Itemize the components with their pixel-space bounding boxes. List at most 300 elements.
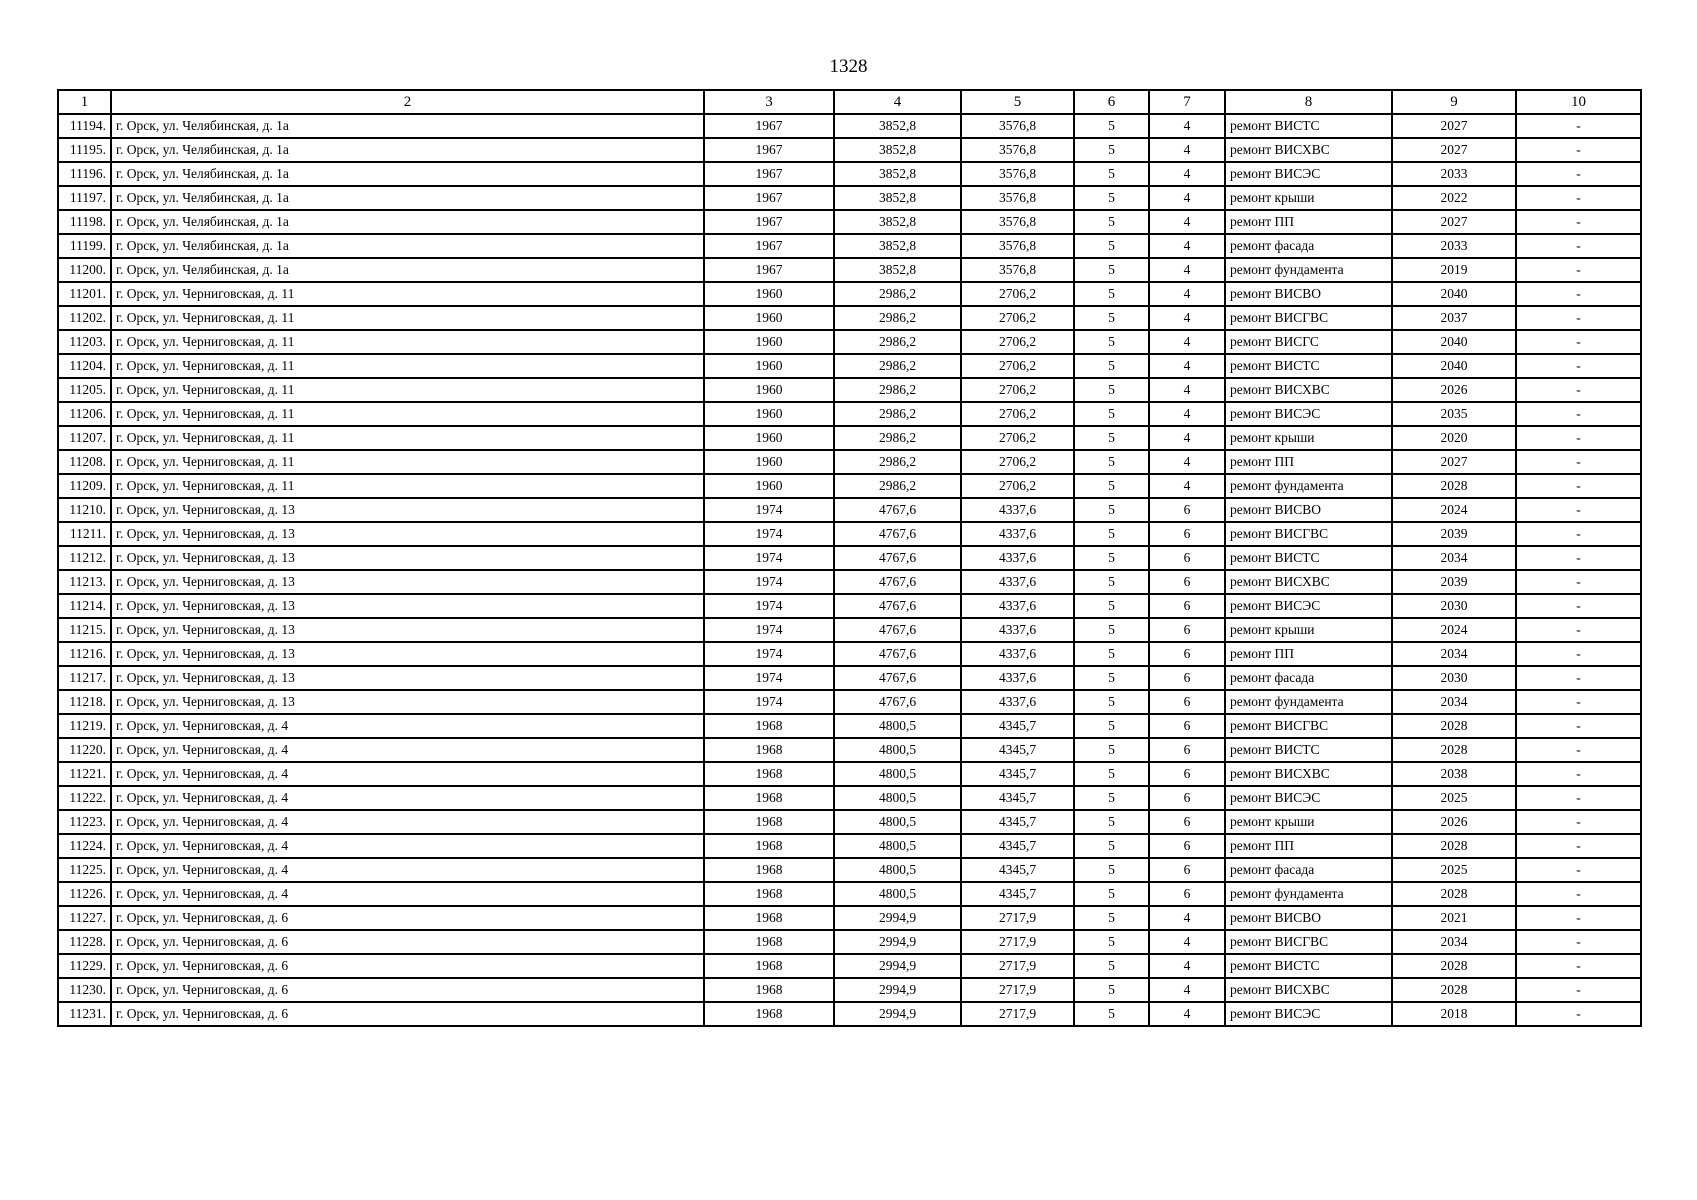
floors-cell: 5 (1074, 450, 1149, 474)
work-type-cell: ремонт фасада (1225, 666, 1392, 690)
floors-cell: 5 (1074, 330, 1149, 354)
table-row (58, 162, 1641, 186)
column-header: 6 (1074, 90, 1149, 114)
row-number: 11206. (58, 402, 111, 426)
total-area-cell: 4767,6 (834, 642, 961, 666)
note-cell: - (1516, 378, 1641, 402)
entrances-cell: 4 (1149, 378, 1225, 402)
year-cell: 1968 (704, 930, 834, 954)
entrances-cell: 4 (1149, 402, 1225, 426)
living-area-cell: 4345,7 (961, 882, 1074, 906)
work-type-cell: ремонт ВИСХВС (1225, 978, 1392, 1002)
living-area-cell: 2717,9 (961, 906, 1074, 930)
entrances-cell: 6 (1149, 594, 1225, 618)
note-cell: - (1516, 450, 1641, 474)
floors-cell: 5 (1074, 306, 1149, 330)
table-row (58, 426, 1641, 450)
planned-year-cell: 2040 (1392, 330, 1516, 354)
floors-cell: 5 (1074, 810, 1149, 834)
floors-cell: 5 (1074, 426, 1149, 450)
address-cell: г. Орск, ул. Черниговская, д. 6 (111, 906, 704, 930)
floors-cell: 5 (1074, 930, 1149, 954)
address-cell: г. Орск, ул. Черниговская, д. 11 (111, 378, 704, 402)
living-area-cell: 4337,6 (961, 666, 1074, 690)
year-cell: 1967 (704, 186, 834, 210)
address-cell: г. Орск, ул. Черниговская, д. 4 (111, 762, 704, 786)
note-cell: - (1516, 666, 1641, 690)
total-area-cell: 3852,8 (834, 234, 961, 258)
row-number: 11216. (58, 642, 111, 666)
living-area-cell: 2717,9 (961, 1002, 1074, 1026)
living-area-cell: 2706,2 (961, 330, 1074, 354)
row-number: 11211. (58, 522, 111, 546)
table-row (58, 570, 1641, 594)
note-cell: - (1516, 522, 1641, 546)
address-cell: г. Орск, ул. Челябинская, д. 1а (111, 210, 704, 234)
planned-year-cell: 2026 (1392, 810, 1516, 834)
work-type-cell: ремонт ВИСЭС (1225, 786, 1392, 810)
table-row (58, 522, 1641, 546)
address-cell: г. Орск, ул. Черниговская, д. 13 (111, 666, 704, 690)
living-area-cell: 3576,8 (961, 162, 1074, 186)
planned-year-cell: 2027 (1392, 138, 1516, 162)
living-area-cell: 4337,6 (961, 522, 1074, 546)
year-cell: 1968 (704, 954, 834, 978)
total-area-cell: 2994,9 (834, 954, 961, 978)
address-cell: г. Орск, ул. Челябинская, д. 1а (111, 114, 704, 138)
address-cell: г. Орск, ул. Черниговская, д. 4 (111, 714, 704, 738)
total-area-cell: 2986,2 (834, 330, 961, 354)
floors-cell: 5 (1074, 858, 1149, 882)
address-cell: г. Орск, ул. Черниговская, д. 11 (111, 450, 704, 474)
living-area-cell: 4337,6 (961, 690, 1074, 714)
year-cell: 1960 (704, 402, 834, 426)
address-cell: г. Орск, ул. Черниговская, д. 13 (111, 594, 704, 618)
floors-cell: 5 (1074, 522, 1149, 546)
address-cell: г. Орск, ул. Черниговская, д. 11 (111, 306, 704, 330)
entrances-cell: 4 (1149, 1002, 1225, 1026)
work-type-cell: ремонт крыши (1225, 810, 1392, 834)
address-cell: г. Орск, ул. Черниговская, д. 11 (111, 330, 704, 354)
total-area-cell: 4800,5 (834, 834, 961, 858)
note-cell: - (1516, 306, 1641, 330)
note-cell: - (1516, 354, 1641, 378)
address-cell: г. Орск, ул. Черниговская, д. 4 (111, 810, 704, 834)
note-cell: - (1516, 282, 1641, 306)
total-area-cell: 4767,6 (834, 522, 961, 546)
note-cell: - (1516, 546, 1641, 570)
note-cell: - (1516, 138, 1641, 162)
entrances-cell: 4 (1149, 426, 1225, 450)
entrances-cell: 6 (1149, 714, 1225, 738)
floors-cell: 5 (1074, 282, 1149, 306)
note-cell: - (1516, 858, 1641, 882)
year-cell: 1974 (704, 642, 834, 666)
total-area-cell: 2986,2 (834, 354, 961, 378)
note-cell: - (1516, 642, 1641, 666)
total-area-cell: 4800,5 (834, 714, 961, 738)
work-type-cell: ремонт ВИСВО (1225, 498, 1392, 522)
living-area-cell: 4337,6 (961, 570, 1074, 594)
entrances-cell: 6 (1149, 642, 1225, 666)
row-number: 11221. (58, 762, 111, 786)
work-type-cell: ремонт ВИСХВС (1225, 570, 1392, 594)
table-row (58, 762, 1641, 786)
work-type-cell: ремонт ВИСТС (1225, 738, 1392, 762)
planned-year-cell: 2022 (1392, 186, 1516, 210)
total-area-cell: 2986,2 (834, 282, 961, 306)
row-number: 11210. (58, 498, 111, 522)
note-cell: - (1516, 906, 1641, 930)
total-area-cell: 4767,6 (834, 546, 961, 570)
planned-year-cell: 2028 (1392, 882, 1516, 906)
planned-year-cell: 2035 (1392, 402, 1516, 426)
year-cell: 1968 (704, 714, 834, 738)
planned-year-cell: 2025 (1392, 786, 1516, 810)
work-type-cell: ремонт ВИСГВС (1225, 306, 1392, 330)
living-area-cell: 4345,7 (961, 810, 1074, 834)
year-cell: 1960 (704, 330, 834, 354)
row-number: 11214. (58, 594, 111, 618)
year-cell: 1974 (704, 498, 834, 522)
note-cell: - (1516, 330, 1641, 354)
table-row (58, 114, 1641, 138)
table-row (58, 738, 1641, 762)
work-type-cell: ремонт ВИСЭС (1225, 402, 1392, 426)
year-cell: 1960 (704, 450, 834, 474)
address-cell: г. Орск, ул. Черниговская, д. 4 (111, 858, 704, 882)
work-type-cell: ремонт ВИСГВС (1225, 930, 1392, 954)
year-cell: 1967 (704, 210, 834, 234)
entrances-cell: 6 (1149, 834, 1225, 858)
entrances-cell: 6 (1149, 522, 1225, 546)
table-row (58, 450, 1641, 474)
living-area-cell: 3576,8 (961, 186, 1074, 210)
living-area-cell: 4337,6 (961, 498, 1074, 522)
entrances-cell: 6 (1149, 618, 1225, 642)
living-area-cell: 4337,6 (961, 546, 1074, 570)
table-row (58, 546, 1641, 570)
table-row (58, 138, 1641, 162)
row-number: 11203. (58, 330, 111, 354)
planned-year-cell: 2026 (1392, 378, 1516, 402)
address-cell: г. Орск, ул. Челябинская, д. 1а (111, 162, 704, 186)
entrances-cell: 4 (1149, 258, 1225, 282)
note-cell: - (1516, 930, 1641, 954)
address-cell: г. Орск, ул. Черниговская, д. 13 (111, 546, 704, 570)
living-area-cell: 4337,6 (961, 642, 1074, 666)
planned-year-cell: 2039 (1392, 522, 1516, 546)
table-row (58, 378, 1641, 402)
row-number: 11209. (58, 474, 111, 498)
work-type-cell: ремонт ВИСВО (1225, 906, 1392, 930)
work-type-cell: ремонт ВИСЭС (1225, 162, 1392, 186)
table-row (58, 354, 1641, 378)
floors-cell: 5 (1074, 498, 1149, 522)
living-area-cell: 4345,7 (961, 834, 1074, 858)
living-area-cell: 2706,2 (961, 354, 1074, 378)
address-cell: г. Орск, ул. Черниговская, д. 4 (111, 786, 704, 810)
living-area-cell: 2706,2 (961, 402, 1074, 426)
note-cell: - (1516, 114, 1641, 138)
total-area-cell: 2986,2 (834, 378, 961, 402)
entrances-cell: 6 (1149, 786, 1225, 810)
table-row (58, 954, 1641, 978)
row-number: 11226. (58, 882, 111, 906)
living-area-cell: 3576,8 (961, 114, 1074, 138)
entrances-cell: 4 (1149, 138, 1225, 162)
living-area-cell: 3576,8 (961, 210, 1074, 234)
planned-year-cell: 2021 (1392, 906, 1516, 930)
note-cell: - (1516, 954, 1641, 978)
address-cell: г. Орск, ул. Черниговская, д. 13 (111, 498, 704, 522)
note-cell: - (1516, 258, 1641, 282)
row-number: 11207. (58, 426, 111, 450)
planned-year-cell: 2018 (1392, 1002, 1516, 1026)
living-area-cell: 2706,2 (961, 426, 1074, 450)
planned-year-cell: 2033 (1392, 234, 1516, 258)
note-cell: - (1516, 978, 1641, 1002)
total-area-cell: 2994,9 (834, 930, 961, 954)
total-area-cell: 4767,6 (834, 618, 961, 642)
total-area-cell: 4800,5 (834, 882, 961, 906)
row-number: 11219. (58, 714, 111, 738)
work-type-cell: ремонт фундамента (1225, 474, 1392, 498)
year-cell: 1968 (704, 882, 834, 906)
year-cell: 1968 (704, 858, 834, 882)
total-area-cell: 4800,5 (834, 858, 961, 882)
total-area-cell: 4800,5 (834, 762, 961, 786)
work-type-cell: ремонт фундамента (1225, 258, 1392, 282)
address-cell: г. Орск, ул. Черниговская, д. 6 (111, 930, 704, 954)
year-cell: 1968 (704, 810, 834, 834)
planned-year-cell: 2028 (1392, 978, 1516, 1002)
row-number: 11198. (58, 210, 111, 234)
entrances-cell: 4 (1149, 954, 1225, 978)
work-type-cell: ремонт фундамента (1225, 690, 1392, 714)
table-row (58, 882, 1641, 906)
row-number: 11199. (58, 234, 111, 258)
planned-year-cell: 2019 (1392, 258, 1516, 282)
row-number: 11231. (58, 1002, 111, 1026)
row-number: 11208. (58, 450, 111, 474)
floors-cell: 5 (1074, 690, 1149, 714)
entrances-cell: 4 (1149, 978, 1225, 1002)
planned-year-cell: 2024 (1392, 618, 1516, 642)
entrances-cell: 4 (1149, 234, 1225, 258)
note-cell: - (1516, 426, 1641, 450)
entrances-cell: 4 (1149, 210, 1225, 234)
work-type-cell: ремонт ВИСХВС (1225, 138, 1392, 162)
column-header: 8 (1225, 90, 1392, 114)
planned-year-cell: 2028 (1392, 954, 1516, 978)
work-type-cell: ремонт ВИСЭС (1225, 1002, 1392, 1026)
note-cell: - (1516, 762, 1641, 786)
address-cell: г. Орск, ул. Челябинская, д. 1а (111, 138, 704, 162)
address-cell: г. Орск, ул. Черниговская, д. 13 (111, 690, 704, 714)
row-number: 11227. (58, 906, 111, 930)
entrances-cell: 4 (1149, 930, 1225, 954)
planned-year-cell: 2028 (1392, 834, 1516, 858)
planned-year-cell: 2030 (1392, 666, 1516, 690)
note-cell: - (1516, 594, 1641, 618)
work-type-cell: ремонт крыши (1225, 186, 1392, 210)
work-type-cell: ремонт ПП (1225, 210, 1392, 234)
row-number: 11222. (58, 786, 111, 810)
work-type-cell: ремонт ПП (1225, 450, 1392, 474)
living-area-cell: 3576,8 (961, 138, 1074, 162)
planned-year-cell: 2034 (1392, 642, 1516, 666)
total-area-cell: 4800,5 (834, 810, 961, 834)
address-cell: г. Орск, ул. Черниговская, д. 11 (111, 282, 704, 306)
table-row (58, 474, 1641, 498)
living-area-cell: 3576,8 (961, 234, 1074, 258)
entrances-cell: 4 (1149, 450, 1225, 474)
floors-cell: 5 (1074, 378, 1149, 402)
total-area-cell: 3852,8 (834, 138, 961, 162)
entrances-cell: 6 (1149, 762, 1225, 786)
row-number: 11229. (58, 954, 111, 978)
address-cell: г. Орск, ул. Черниговская, д. 4 (111, 834, 704, 858)
entrances-cell: 6 (1149, 882, 1225, 906)
address-cell: г. Орск, ул. Челябинская, д. 1а (111, 234, 704, 258)
table-row (58, 186, 1641, 210)
row-number: 11218. (58, 690, 111, 714)
planned-year-cell: 2030 (1392, 594, 1516, 618)
planned-year-cell: 2037 (1392, 306, 1516, 330)
floors-cell: 5 (1074, 954, 1149, 978)
note-cell: - (1516, 1002, 1641, 1026)
row-number: 11213. (58, 570, 111, 594)
address-cell: г. Орск, ул. Черниговская, д. 13 (111, 522, 704, 546)
row-number: 11194. (58, 114, 111, 138)
living-area-cell: 4345,7 (961, 738, 1074, 762)
entrances-cell: 4 (1149, 306, 1225, 330)
floors-cell: 5 (1074, 594, 1149, 618)
address-cell: г. Орск, ул. Черниговская, д. 13 (111, 570, 704, 594)
address-cell: г. Орск, ул. Челябинская, д. 1а (111, 258, 704, 282)
work-type-cell: ремонт ВИСХВС (1225, 378, 1392, 402)
table-row (58, 810, 1641, 834)
total-area-cell: 4767,6 (834, 666, 961, 690)
floors-cell: 5 (1074, 570, 1149, 594)
row-number: 11204. (58, 354, 111, 378)
entrances-cell: 6 (1149, 498, 1225, 522)
address-cell: г. Орск, ул. Челябинская, д. 1а (111, 186, 704, 210)
planned-year-cell: 2028 (1392, 714, 1516, 738)
table-row (58, 210, 1641, 234)
table-row (58, 858, 1641, 882)
row-number: 11217. (58, 666, 111, 690)
living-area-cell: 4345,7 (961, 762, 1074, 786)
address-cell: г. Орск, ул. Черниговская, д. 11 (111, 474, 704, 498)
work-type-cell: ремонт ПП (1225, 834, 1392, 858)
table-row (58, 714, 1641, 738)
year-cell: 1960 (704, 474, 834, 498)
repair-register-table (57, 89, 1642, 1027)
floors-cell: 5 (1074, 210, 1149, 234)
total-area-cell: 4800,5 (834, 738, 961, 762)
living-area-cell: 4337,6 (961, 618, 1074, 642)
year-cell: 1967 (704, 114, 834, 138)
planned-year-cell: 2040 (1392, 354, 1516, 378)
page-number: 1328 (829, 56, 868, 77)
total-area-cell: 2986,2 (834, 402, 961, 426)
address-cell: г. Орск, ул. Черниговская, д. 11 (111, 402, 704, 426)
note-cell: - (1516, 402, 1641, 426)
entrances-cell: 4 (1149, 354, 1225, 378)
work-type-cell: ремонт ВИСГС (1225, 330, 1392, 354)
table-body (58, 114, 1641, 1026)
column-header: 4 (834, 90, 961, 114)
living-area-cell: 2717,9 (961, 954, 1074, 978)
table-row (58, 786, 1641, 810)
planned-year-cell: 2020 (1392, 426, 1516, 450)
floors-cell: 5 (1074, 546, 1149, 570)
planned-year-cell: 2027 (1392, 450, 1516, 474)
floors-cell: 5 (1074, 618, 1149, 642)
planned-year-cell: 2028 (1392, 738, 1516, 762)
row-number: 11230. (58, 978, 111, 1002)
planned-year-cell: 2027 (1392, 114, 1516, 138)
planned-year-cell: 2034 (1392, 690, 1516, 714)
column-header: 9 (1392, 90, 1516, 114)
floors-cell: 5 (1074, 978, 1149, 1002)
total-area-cell: 2994,9 (834, 906, 961, 930)
total-area-cell: 2994,9 (834, 978, 961, 1002)
living-area-cell: 2706,2 (961, 282, 1074, 306)
work-type-cell: ремонт ВИСГВС (1225, 714, 1392, 738)
living-area-cell: 4337,6 (961, 594, 1074, 618)
planned-year-cell: 2038 (1392, 762, 1516, 786)
year-cell: 1967 (704, 162, 834, 186)
floors-cell: 5 (1074, 138, 1149, 162)
year-cell: 1974 (704, 546, 834, 570)
living-area-cell: 2706,2 (961, 450, 1074, 474)
floors-cell: 5 (1074, 354, 1149, 378)
total-area-cell: 3852,8 (834, 258, 961, 282)
row-number: 11201. (58, 282, 111, 306)
work-type-cell: ремонт фасада (1225, 234, 1392, 258)
planned-year-cell: 2025 (1392, 858, 1516, 882)
total-area-cell: 3852,8 (834, 186, 961, 210)
floors-cell: 5 (1074, 258, 1149, 282)
column-header: 7 (1149, 90, 1225, 114)
floors-cell: 5 (1074, 474, 1149, 498)
column-header: 1 (58, 90, 111, 114)
work-type-cell: ремонт ВИСТС (1225, 354, 1392, 378)
row-number: 11228. (58, 930, 111, 954)
year-cell: 1967 (704, 138, 834, 162)
planned-year-cell: 2033 (1392, 162, 1516, 186)
year-cell: 1960 (704, 354, 834, 378)
total-area-cell: 3852,8 (834, 162, 961, 186)
year-cell: 1968 (704, 978, 834, 1002)
planned-year-cell: 2040 (1392, 282, 1516, 306)
table-row (58, 690, 1641, 714)
note-cell: - (1516, 210, 1641, 234)
work-type-cell: ремонт фундамента (1225, 882, 1392, 906)
entrances-cell: 4 (1149, 906, 1225, 930)
year-cell: 1967 (704, 258, 834, 282)
work-type-cell: ремонт ВИСТС (1225, 114, 1392, 138)
floors-cell: 5 (1074, 162, 1149, 186)
table-row (58, 402, 1641, 426)
note-cell: - (1516, 786, 1641, 810)
row-number: 11195. (58, 138, 111, 162)
total-area-cell: 2986,2 (834, 474, 961, 498)
entrances-cell: 6 (1149, 858, 1225, 882)
